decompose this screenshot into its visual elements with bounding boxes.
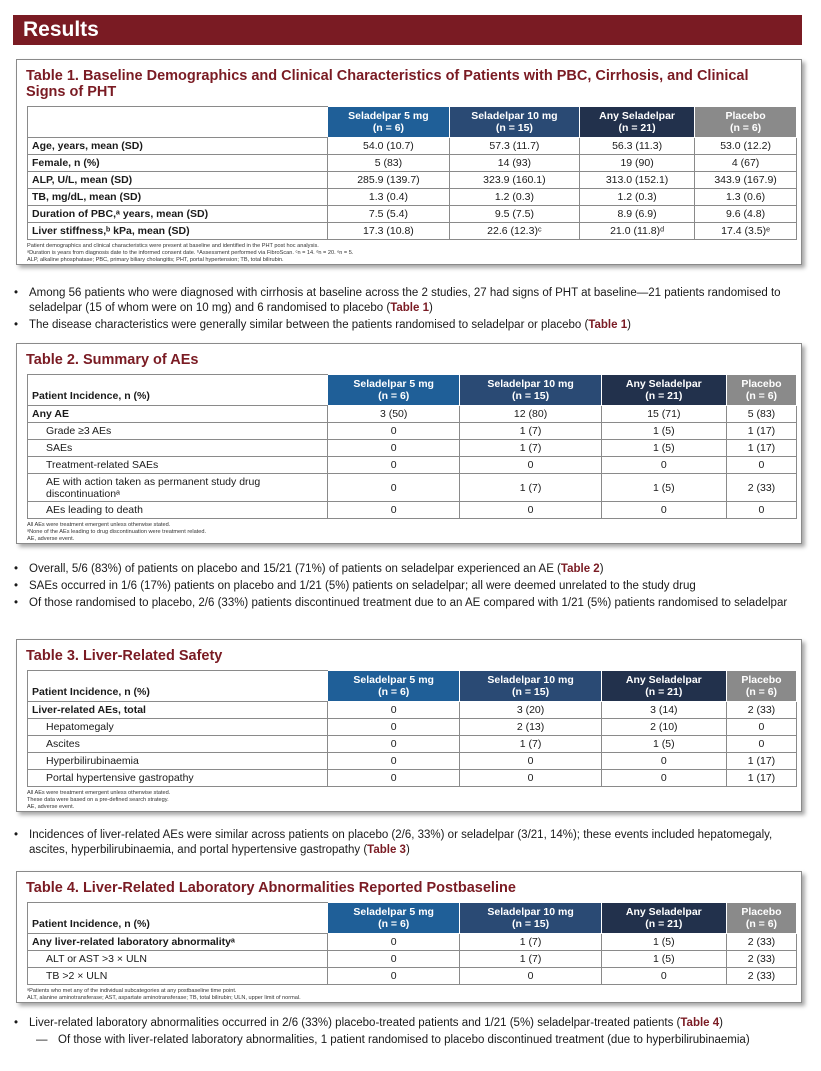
table-4-title: Table 4. Liver-Related Laboratory Abnormalities Reported Postbaseline — [26, 880, 516, 896]
table-2 — [27, 374, 797, 519]
column-n: (n = 6) — [372, 122, 405, 134]
cell-value: 1 (7) — [460, 951, 601, 968]
table-1-header-blank — [28, 107, 328, 138]
column-header-2 — [460, 375, 601, 406]
table-1-box — [16, 59, 802, 265]
cell-value: 57.3 (11.7) — [449, 138, 579, 155]
table-1-row — [28, 206, 797, 223]
column-n: (n = 6) — [378, 918, 410, 930]
footnote-line: AE, adverse event. — [27, 804, 75, 810]
table-4-row — [28, 951, 797, 968]
cell-value: 0 — [328, 736, 460, 753]
table-2-row — [28, 423, 797, 440]
cell-value: 14 (93) — [449, 155, 579, 172]
bullet-dot: • — [14, 319, 19, 331]
footnote-line: AE, adverse event. — [27, 536, 75, 542]
bullets-section-2 — [14, 562, 804, 613]
table-4-box — [16, 871, 802, 1003]
row-label: Duration of PBC,ᵃ years, mean (SD) — [28, 206, 328, 223]
cell-value: 0 — [601, 502, 726, 519]
cell-value: 1 (5) — [601, 951, 726, 968]
row-label: Hyperbilirubinaemia — [28, 753, 328, 770]
cell-value: 1 (7) — [460, 736, 601, 753]
table-1-row — [28, 189, 797, 206]
cell-value: 22.6 (12.3)ᶜ — [449, 223, 579, 240]
row-label: Liver-related AEs, total — [28, 702, 328, 719]
cell-value: 1 (5) — [601, 440, 726, 457]
column-name: Seladelpar 5 mg — [353, 674, 434, 686]
table-3-row-header: Patient Incidence, n (%) — [28, 671, 328, 702]
table-2-row — [28, 440, 797, 457]
row-label: AE with action taken as permanent study drug discontinuationᵃ — [28, 474, 328, 502]
cell-value: 3 (20) — [460, 702, 601, 719]
cell-value: 2 (33) — [726, 702, 796, 719]
column-n: (n = 6) — [745, 686, 778, 698]
cell-value: 56.3 (11.3) — [579, 138, 694, 155]
column-name: Seladelpar 5 mg — [348, 110, 429, 122]
footnote-line: Patient demographics and clinical characteristics were present at baseline and identified in the PHT post hoc analysis. — [27, 243, 319, 249]
column-header-1 — [328, 671, 460, 702]
cell-value: 15 (71) — [601, 406, 726, 423]
table-3-title: Table 3. Liver-Related Safety — [26, 648, 223, 664]
cell-value: 0 — [460, 968, 601, 985]
table-3 — [27, 670, 797, 787]
cell-value: 0 — [726, 502, 796, 519]
column-name: Seladelpar 10 mg — [471, 110, 558, 122]
bullet-dot: • — [14, 580, 19, 592]
table-reference: Table 4 — [680, 1017, 720, 1029]
column-name: Placebo — [741, 906, 782, 918]
cell-value: 3 (50) — [328, 406, 460, 423]
table-4-row-header: Patient Incidence, n (%) — [28, 903, 328, 934]
row-label: TB, mg/dL, mean (SD) — [28, 189, 328, 206]
row-label: Treatment-related SAEs — [28, 457, 328, 474]
column-header-3 — [601, 671, 726, 702]
bullet-dot: • — [14, 563, 19, 575]
cell-value: 0 — [726, 736, 796, 753]
cell-value: 0 — [328, 440, 460, 457]
cell-value: 0 — [601, 968, 726, 985]
bullet-text: Overall, 5/6 (83%) of patients on placebo and 15/21 (71%) of patients on seladelpar experienced an AE ( — [29, 563, 561, 575]
bullet-text: Among 56 patients who were diagnosed with cirrhosis at baseline across the 2 studies, 27 had signs of PHT at baseline—21 patients randomised to seladelpar (15 of whom were on 10 mg) and 6 randomised to placebo ( — [29, 287, 781, 314]
cell-value: 2 (33) — [726, 934, 796, 951]
footnote-line: ᵃPatients who met any of the individual subcategories at any postbaseline time point. — [27, 988, 237, 994]
cell-value: 1 (17) — [726, 770, 796, 787]
cell-value: 9.5 (7.5) — [449, 206, 579, 223]
sub-bullet-dash: — — [36, 1034, 48, 1046]
row-label: Ascites — [28, 736, 328, 753]
row-label: ALP, U/L, mean (SD) — [28, 172, 328, 189]
column-header-3 — [579, 107, 694, 138]
column-n: (n = 6) — [378, 390, 410, 402]
cell-value: 17.3 (10.8) — [328, 223, 450, 240]
table-1-row — [28, 223, 797, 240]
table-3-row — [28, 719, 797, 736]
footnote-line: ᵃDuration is years from diagnosis date to the informed consent date. ᵇAssessment performed via FibroScan. ᶜn = 14. ᵈn = 20. ᵉn = 5. — [27, 250, 354, 256]
cell-value: 9.6 (4.8) — [695, 206, 797, 223]
cell-value: 0 — [328, 719, 460, 736]
column-n: (n = 6) — [745, 918, 778, 930]
bullet-item — [14, 828, 804, 858]
bullet-text: Of those randomised to placebo, 2/6 (33%) patients discontinued treatment due to an AE compared with 1/21 (5%) patients randomised to seladelpar — [29, 597, 788, 609]
cell-value: 1 (5) — [601, 423, 726, 440]
cell-value: 2 (33) — [726, 474, 796, 502]
row-label: Hepatomegaly — [28, 719, 328, 736]
cell-value: 17.4 (3.5)ᵉ — [695, 223, 797, 240]
column-n: (n = 6) — [745, 390, 778, 402]
column-header-2 — [460, 903, 601, 934]
column-header-1 — [328, 375, 460, 406]
column-n: (n = 21) — [645, 686, 683, 698]
row-label: Age, years, mean (SD) — [28, 138, 328, 155]
cell-value: 0 — [328, 474, 460, 502]
cell-value: 1 (7) — [460, 934, 601, 951]
bullet-dot: • — [14, 597, 19, 609]
cell-value: 0 — [460, 753, 601, 770]
bullet-item — [14, 286, 804, 316]
bullet-item — [14, 318, 804, 333]
row-label: Female, n (%) — [28, 155, 328, 172]
bullet-item — [14, 579, 804, 594]
cell-value: 1 (5) — [601, 474, 726, 502]
column-name: Seladelpar 10 mg — [487, 906, 574, 918]
footnote-line: All AEs were treatment emergent unless otherwise stated. — [27, 790, 171, 796]
table-2-row-header: Patient Incidence, n (%) — [28, 375, 328, 406]
bullet-item — [14, 1016, 804, 1031]
column-name: Any Seladelpar — [599, 110, 676, 122]
table-4 — [27, 902, 797, 985]
bullet-text: The disease characteristics were generally similar between the patients randomised to seladelpar or placebo ( — [29, 319, 589, 331]
row-label: Any AE — [28, 406, 328, 423]
column-header-2 — [449, 107, 579, 138]
column-header-3 — [601, 903, 726, 934]
bullet-text: SAEs occurred in 1/6 (17%) patients on placebo and 1/21 (5%) patients on seladelpar; all were deemed unrelated to the study drug — [29, 580, 696, 592]
table-2-row — [28, 474, 797, 502]
table-2-row — [28, 457, 797, 474]
cell-value: 0 — [601, 457, 726, 474]
table-2-row — [28, 502, 797, 519]
table-1-footnotes — [17, 240, 801, 264]
cell-value: 0 — [601, 753, 726, 770]
column-name: Seladelpar 5 mg — [353, 378, 434, 390]
cell-value: 0 — [328, 423, 460, 440]
column-n: (n = 15) — [495, 122, 533, 134]
cell-value: 0 — [460, 770, 601, 787]
table-1 — [27, 106, 797, 240]
cell-value: 0 — [460, 457, 601, 474]
row-label: Grade ≥3 AEs — [28, 423, 328, 440]
table-3-row — [28, 702, 797, 719]
column-n: (n = 21) — [645, 918, 683, 930]
bullet-text-end: ) — [599, 563, 604, 575]
table-1-row — [28, 155, 797, 172]
cell-value: 4 (67) — [695, 155, 797, 172]
cell-value: 285.9 (139.7) — [328, 172, 450, 189]
bullets-section-3 — [14, 828, 804, 860]
bullets-section-1 — [14, 286, 804, 335]
cell-value: 0 — [460, 502, 601, 519]
cell-value: 1 (17) — [726, 753, 796, 770]
row-label: Liver stiffness,ᵇ kPa, mean (SD) — [28, 223, 328, 240]
column-name: Seladelpar 10 mg — [487, 378, 574, 390]
table-4-footnotes — [17, 985, 801, 1002]
cell-value: 1 (17) — [726, 440, 796, 457]
bullet-text: Incidences of liver-related AEs were similar across patients on placebo (2/6, 33%) or seladelpar (3/21, 14%); these events included hepatomegaly, ascites, hyperbilirubinaemia, and portal hypertensive gastropathy ( — [29, 829, 773, 856]
cell-value: 2 (10) — [601, 719, 726, 736]
cell-value: 1 (7) — [460, 474, 601, 502]
column-name: Placebo — [741, 378, 782, 390]
column-header-3 — [601, 375, 726, 406]
cell-value: 1.2 (0.3) — [579, 189, 694, 206]
cell-value: 53.0 (12.2) — [695, 138, 797, 155]
cell-value: 21.0 (11.8)ᵈ — [579, 223, 694, 240]
row-label: ALT or AST >3 × ULN — [28, 951, 328, 968]
cell-value: 1.3 (0.6) — [695, 189, 797, 206]
cell-value: 0 — [328, 502, 460, 519]
column-header-1 — [328, 903, 460, 934]
column-n: (n = 15) — [512, 390, 550, 402]
row-label: Any liver-related laboratory abnormalityᵃ — [28, 934, 328, 951]
column-header-4 — [726, 375, 796, 406]
cell-value: 0 — [726, 719, 796, 736]
cell-value: 313.0 (152.1) — [579, 172, 694, 189]
footnote-line: These data were based on a pre-defined search strategy. — [27, 797, 169, 803]
column-n: (n = 21) — [618, 122, 656, 134]
column-name: Seladelpar 10 mg — [487, 674, 574, 686]
bullets-section-4 — [14, 1016, 804, 1048]
column-name: Any Seladelpar — [625, 906, 702, 918]
cell-value: 2 (33) — [726, 968, 796, 985]
table-1-row — [28, 172, 797, 189]
table-reference: Table 3 — [367, 844, 406, 856]
column-name: Placebo — [725, 110, 766, 122]
column-name: Placebo — [741, 674, 782, 686]
cell-value: 2 (13) — [460, 719, 601, 736]
column-n: (n = 15) — [512, 686, 550, 698]
cell-value: 0 — [328, 968, 460, 985]
footnote-line: All AEs were treatment emergent unless otherwise stated. — [27, 522, 171, 528]
table-2-row — [28, 406, 797, 423]
table-3-row — [28, 736, 797, 753]
bullet-text-end: ) — [719, 1017, 724, 1029]
column-name: Any Seladelpar — [625, 674, 702, 686]
cell-value: 0 — [726, 457, 796, 474]
table-3-row — [28, 753, 797, 770]
cell-value: 5 (83) — [726, 406, 796, 423]
column-header-1 — [328, 107, 450, 138]
bullet-text: Liver-related laboratory abnormalities occurred in 2/6 (33%) placebo-treated patients and 1/21 (5%) seladelpar-treated patients ( — [29, 1017, 681, 1029]
column-n: (n = 6) — [729, 122, 762, 134]
table-reference: Table 2 — [560, 563, 600, 575]
bullet-dot: • — [14, 287, 19, 299]
row-label: TB >2 × ULN — [28, 968, 328, 985]
column-name: Seladelpar 5 mg — [353, 906, 434, 918]
sub-bullet-item — [14, 1033, 804, 1048]
table-3-box — [16, 639, 802, 812]
column-header-4 — [695, 107, 797, 138]
cell-value: 54.0 (10.7) — [328, 138, 450, 155]
table-2-box — [16, 343, 802, 544]
table-3-footnotes — [17, 787, 801, 811]
cell-value: 2 (33) — [726, 951, 796, 968]
bullet-item — [14, 596, 804, 611]
table-2-title: Table 2. Summary of AEs — [26, 352, 199, 368]
cell-value: 0 — [328, 753, 460, 770]
row-label: AEs leading to death — [28, 502, 328, 519]
table-reference: Table 1 — [390, 302, 429, 314]
footnote-line: ALP, alkaline phosphatase; PBC, primary biliary cholangitis; PHT, portal hypertension; TB, total bilirubin. — [27, 257, 284, 263]
table-3-row — [28, 770, 797, 787]
cell-value: 5 (83) — [328, 155, 450, 172]
row-label: SAEs — [28, 440, 328, 457]
cell-value: 0 — [601, 770, 726, 787]
table-4-row — [28, 968, 797, 985]
column-n: (n = 15) — [512, 918, 550, 930]
bullet-dot: • — [14, 829, 19, 841]
sub-bullet-text: Of those with liver-related laboratory abnormalities, 1 patient randomised to placebo discontinued treatment (due to hyperbilirubinaemia) — [58, 1034, 750, 1046]
bullet-item — [14, 562, 804, 577]
cell-value: 8.9 (6.9) — [579, 206, 694, 223]
cell-value: 1.2 (0.3) — [449, 189, 579, 206]
cell-value: 0 — [328, 934, 460, 951]
cell-value: 343.9 (167.9) — [695, 172, 797, 189]
cell-value: 1 (17) — [726, 423, 796, 440]
cell-value: 1 (5) — [601, 736, 726, 753]
cell-value: 19 (90) — [579, 155, 694, 172]
cell-value: 0 — [328, 770, 460, 787]
cell-value: 1 (5) — [601, 934, 726, 951]
cell-value: 0 — [328, 951, 460, 968]
cell-value: 3 (14) — [601, 702, 726, 719]
cell-value: 1.3 (0.4) — [328, 189, 450, 206]
bullet-text-end: ) — [627, 319, 631, 331]
table-reference: Table 1 — [588, 319, 628, 331]
bullet-text-end: ) — [428, 302, 433, 314]
footnote-line: ᵃNone of the AEs leading to drug discontinuation were treatment related. — [27, 529, 207, 535]
results-banner: Results — [13, 15, 802, 45]
cell-value: 323.9 (160.1) — [449, 172, 579, 189]
cell-value: 0 — [328, 457, 460, 474]
column-n: (n = 21) — [645, 390, 683, 402]
column-n: (n = 6) — [378, 686, 410, 698]
column-header-4 — [726, 903, 796, 934]
bullet-text-end: ) — [405, 844, 410, 856]
cell-value: 1 (7) — [460, 440, 601, 457]
cell-value: 0 — [328, 702, 460, 719]
column-name: Any Seladelpar — [625, 378, 702, 390]
column-header-2 — [460, 671, 601, 702]
table-4-row — [28, 934, 797, 951]
column-header-4 — [726, 671, 796, 702]
table-2-footnotes — [17, 519, 801, 543]
row-label: Portal hypertensive gastropathy — [28, 770, 328, 787]
cell-value: 7.5 (5.4) — [328, 206, 450, 223]
table-1-title: Table 1. Baseline Demographics and Clinical Characteristics of Patients with PBC, Cirrhosis, and Clinical Signs of PHT — [26, 68, 749, 100]
table-1-row — [28, 138, 797, 155]
cell-value: 12 (80) — [460, 406, 601, 423]
footnote-line: ALT, alanine aminotransferase; AST, aspartate aminotransferase; TB, total bilirubin; ULN, upper limit of normal. — [27, 995, 301, 1001]
bullet-dot: • — [14, 1017, 19, 1029]
cell-value: 1 (7) — [460, 423, 601, 440]
